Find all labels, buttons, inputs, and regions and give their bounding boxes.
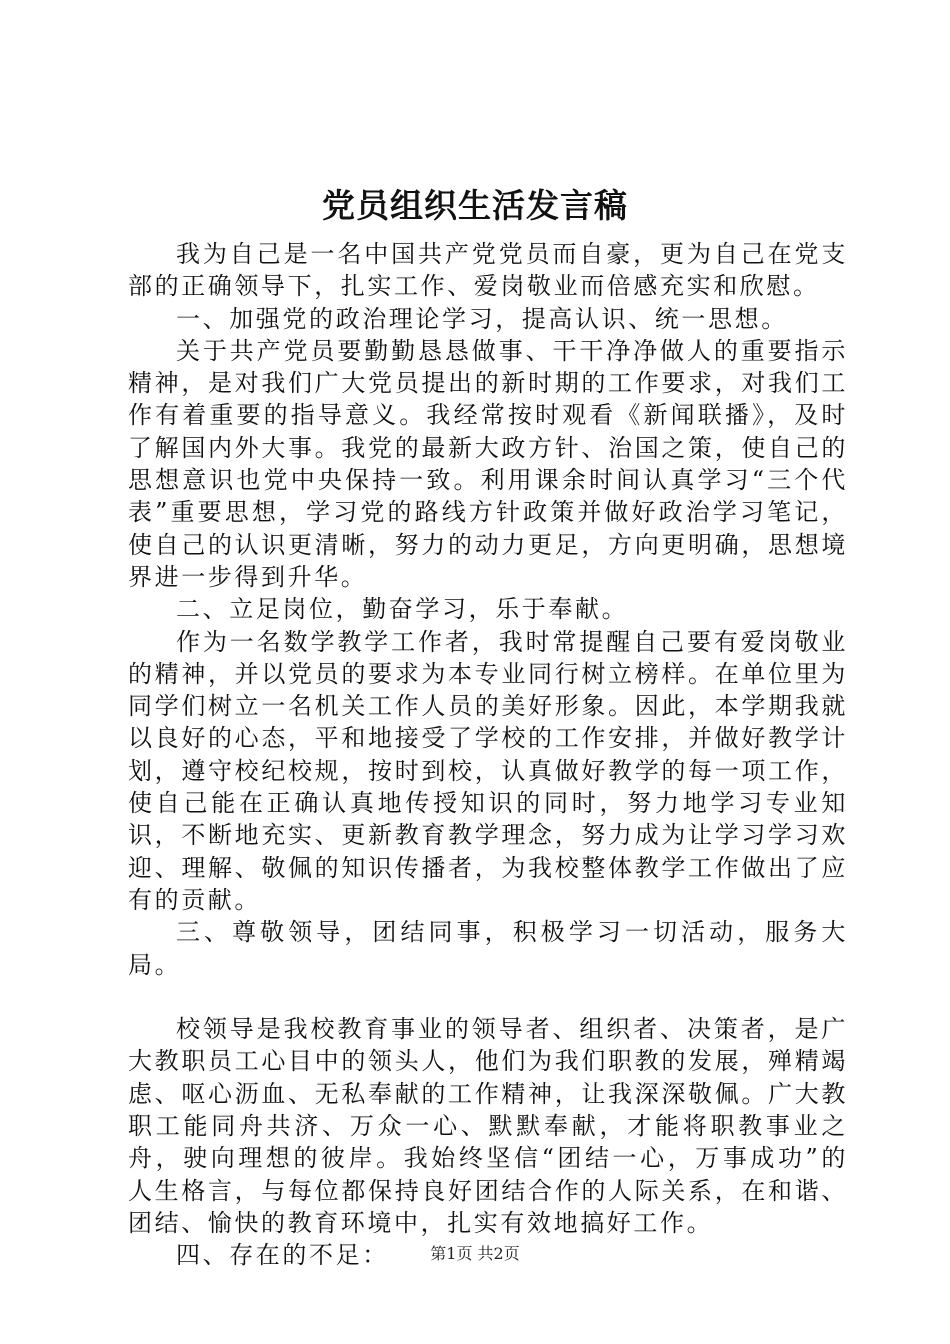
page-title: 党员组织生活发言稿 xyxy=(322,186,628,225)
section-paragraph-2: 作为一名数学教学工作者，我时常提醒自己要有爱岗敬业的精神，并以党员的要求为本专业同行树立榜样。在单位里为同学们树立一名机关工作人员的美好形象。因此，本学期我就以良好的心态，平和地接受了学校的工作安排，并做好教学计划，遵守校纪校规，按时到校，认真做好教学的每一项工作，使自己能在正确认真地传授知识的同时，努力地学习专业知识，不断地充实、更新教育教学理念，努力成为让学习学习欢迎、理解、敬佩的知识传播者，为我校整体教学工作做出了应有的贡献。 xyxy=(128,627,848,914)
section-paragraph-1: 关于共产党员要勤勤恳恳做事、干干净净做人的重要指示精神，是对我们广大党员提出的新时期的工作要求，对我们工作有着重要的指导意义。我经常按时观看《新闻联播》，及时了解国内外大事。我党的最新大政方针、治国之策，使自己的思想意识也党中央保持一致。利用课余时间认真学习“三个代表”重要思想，学习党的路线方针政策并做好政治学习笔记，使自己的认识更清晰，努力的动力更足，方向更明确，思想境界进一步得到升华。 xyxy=(128,336,848,591)
blank-line xyxy=(128,981,848,1013)
section-paragraph-3: 校领导是我校教育事业的领导者、组织者、决策者，是广大教职员工心目中的领头人，他们为我们职教的发展，殚精竭虑、呕心沥血、无私奉献的工作精神，让我深深敬佩。广大教职工能同舟共济、万众一心、默默奉献，才能将职教事业之舟，驶向理想的彼岸。我始终坚信“团结一心，万事成功”的人生格言，与每位都保持良好团结合作的人际关系，在和谐、团结、愉快的教育环境中，扎实有效地搞好工作。 xyxy=(128,1015,848,1237)
section-heading-3: 三、尊敬领导，团结同事，积极学习一切活动，服务大局。 xyxy=(128,918,848,979)
section-heading-4: 四、存在的不足： xyxy=(176,1241,389,1270)
section-heading-2: 二、立足岗位，勤奋学习，乐于奉献。 xyxy=(176,595,629,624)
section-heading-1: 一、加强党的政治理论学习，提高认识、统一思想。 xyxy=(176,304,788,333)
document-body xyxy=(128,238,848,1272)
intro-paragraph: 我为自己是一名中国共产党党员而自豪，更为自己在党支部的正确领导下，扎实工作、爱岗敬业而倍感充实和欣慰。 xyxy=(128,240,848,301)
page-footer: 第1页 共2页 xyxy=(430,1244,520,1263)
